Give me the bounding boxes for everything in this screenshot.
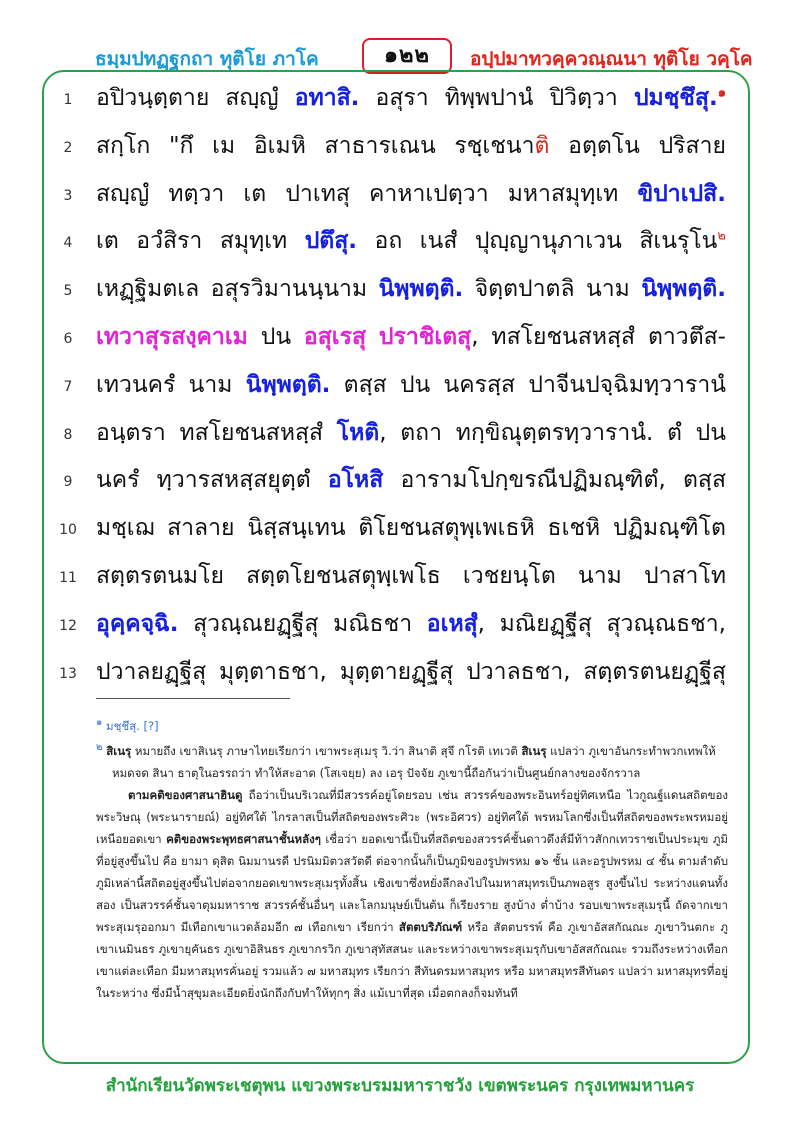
- line-text: [96, 652, 726, 692]
- word: สตฺตรตนยฏฺฐีสุ: [583, 658, 726, 685]
- footnote-2-continuation: หมดจด สินา ธาตุในอรรถว่า ทำให้สะอาด (โสเจยฺย) ลง เอรุ ปัจจัย ภูเขานี้ถือกันว่าเป็นศูนย์กลางของจักรวาล: [112, 765, 641, 780]
- word: นิพฺพตฺติ.: [378, 276, 464, 303]
- word: นาม: [586, 276, 630, 303]
- line-number: 13: [59, 665, 77, 682]
- word: อสุเรสุ: [303, 324, 367, 350]
- line-number: 5: [63, 283, 73, 300]
- word: ทิพฺพปานํ: [444, 85, 534, 111]
- word: อุคฺคจฺฉิ.: [96, 610, 179, 637]
- footnote-ref[interactable]: ๑: [717, 85, 726, 101]
- line-number: 11: [59, 570, 77, 586]
- line-text: [96, 460, 726, 500]
- word: ตํ: [667, 419, 682, 446]
- footnote-2-term-2: สิเนรุ: [521, 743, 547, 758]
- word: โหติ,: [336, 419, 387, 446]
- word: ขิปาเปสิ.: [637, 180, 726, 207]
- word: ปุญฺญานุภาเวน: [474, 228, 622, 255]
- paragraph-text-2: เชื่อว่า ยอดเขานี้เป็นที่สถิตของสวรรค์ชั้นดาวดึงส์มีท้าวสักกเทวราชเป็นประมุข ภูมิที่อยู่สูงขึ้นไป คือ ยามา ดุสิต นิมมานรดี ปรนิมมิตวสวัตดี ต่อจากนั้นก็เป็นภูมิของรูปพรหม ๑๖ ชั้น และอรูปพรหม ๔ ชั้น ตามลำดับ ภูมิเหล่านี้สถิตอยู่สูงขึ้นไปต่อจากยอดเขาพระสุเมรุทั้งสิ้น เชิงเขาซึ่งหยั่งลึกลงไปในมหาสมุทรเป็นภพอสูร สูงขึ้นไป ระหว่างแดนทั้งสอง เป็นสวรรค์ชั้นจาตุมมหาราช สวรรค์ชั้นอื่นๆ และโลกมนุษย์เป็นต้น ก็เรียงราย สูงบ้าง ต่ำบ้าง รอบเขาพระสุเมรุนี้ ถัดจากเขาพระสุเมรุออกมา มีเทือกเขาแวดล้อมอีก ๗ เทือกเขา เรียกว่า: [96, 831, 728, 934]
- line-text: [96, 269, 726, 309]
- page-number: ๑๒๒: [362, 38, 452, 74]
- line-text: [96, 174, 726, 214]
- chapter-title: อปฺปมาทวคฺควณฺณนา ทุติโย วคฺโค: [470, 48, 753, 70]
- word: นิพฺพตฺติ.: [245, 371, 331, 398]
- word: จิตฺตปาตลิ: [474, 276, 575, 303]
- word: คาหาเปตฺวา: [369, 180, 489, 207]
- word: อารามโปกฺขรณีปฏิมณฺฑิตํ,: [400, 467, 666, 494]
- text-line: [0, 652, 800, 692]
- word: สตฺตโยชนสตุพฺเพโธ: [246, 563, 441, 589]
- buddhist-belief-heading: คติของพระพุทธศาสนาชั้นหลังๆ: [166, 831, 321, 846]
- word: อทาสิ.: [294, 85, 360, 111]
- word: อตฺตโน: [568, 132, 640, 159]
- word: ปวาลยฏฺฐีสุ: [96, 658, 207, 685]
- word: ปน: [260, 324, 292, 350]
- footnote-2: [96, 737, 728, 762]
- book-title: ธมฺมปทฏฺฐกถา ทุติโย ภาโค: [95, 48, 319, 70]
- footnote-2-text: หมายถึง เขาสิเนรุ ภาษาไทยเรียกว่า เขาพระสุเมรุ วิ.ว่า สินาติ สุจึ กโรติ เทเวติ: [131, 743, 522, 758]
- word: ปิวิตฺวา: [549, 85, 618, 111]
- word: สุวณฺณธชา,: [606, 610, 726, 637]
- word: นครสฺส: [443, 371, 516, 398]
- word: สิเนรุโน$^๒$: [639, 228, 726, 255]
- word: สกฺโก: [96, 132, 151, 159]
- word: สตฺตรตนมโย: [96, 563, 224, 589]
- footnote-divider: [96, 698, 290, 699]
- word: อถ: [374, 228, 403, 255]
- word: ตาวตึส-: [647, 324, 726, 350]
- word: นครํ: [96, 467, 140, 494]
- word: ตถา: [400, 419, 442, 446]
- line-number: 9: [63, 474, 73, 491]
- satta-paribhanda-term: สัตตบริภัณฑ์: [398, 919, 463, 934]
- line-text: [96, 604, 726, 644]
- word: ติโยชนสตุพฺเพเธหิ: [358, 515, 535, 542]
- word: สญฺญํ: [96, 180, 150, 207]
- word: อนฺตรา: [96, 419, 166, 446]
- word: ทสโยชนสหสฺสํ: [491, 324, 636, 350]
- text-line: [0, 269, 800, 309]
- paragraph-text-3: หรือ สัตตบรรพ์ คือ ภูเขาอัสสกัณณะ ภูเขาวินตกะ ภูเขาเนมินธร ภูเขายุคันธร ภูเขาอิสินธร ภูเขากรวิก ภูเขาสุทัสสนะ และระหว่างเขาพระสุเมรุกับเขาอัสสกัณณะ รวมถึงระหว่างเทือกเขาแต่ละเทือก มีมหาสมุทรคั่นอยู่ รวมแล้ว ๗ มหาสมุทร เรียกว่า สีทันดรมหาสมุทร หรือ มหาสมุทรสีทันดร แปลว่า มหาสมุทรที่อยู่ในระหว่าง ซึ่งมีน้ำสุขุมละเอียดยิ่งนักถึงกับทำให้ทุกๆ สิ่ง แม้เบาที่สุด เมื่อตกลงก็จมทันที: [96, 919, 729, 1000]
- footnote-1: [96, 712, 728, 737]
- word: "กึ: [168, 132, 194, 159]
- word: อสุรา: [375, 85, 429, 111]
- line-text: [96, 221, 726, 261]
- footnote-ref[interactable]: ๒: [717, 228, 726, 244]
- word: สมุทฺเท: [219, 228, 288, 255]
- line-number: 3: [63, 187, 73, 204]
- word: ทสโยชนสหสฺสํ: [179, 419, 324, 446]
- word: นาม: [188, 371, 233, 398]
- footnote-2-text-2: แปลว่า ภูเขาอันกระทำพวกเทพให้: [546, 743, 716, 758]
- word: อวํสิรา: [136, 228, 203, 255]
- page-footer: สำนักเรียนวัดพระเชตุพน แขวงพระบรมมหาราชวัง เขตพระนคร กรุงเทพมหานคร: [105, 1076, 695, 1096]
- word: สาลาย: [167, 515, 235, 542]
- word: ปวาลธชา,: [466, 658, 571, 685]
- word: ตสฺส: [682, 467, 726, 494]
- word: ปาเทสุ: [285, 180, 350, 207]
- line-number: 7: [63, 378, 73, 395]
- word: เต: [96, 228, 119, 255]
- word: เต: [243, 180, 267, 207]
- hindu-belief-heading: ตามคติของศาสนาฮินดู: [128, 787, 243, 802]
- line-number: 6: [63, 331, 73, 347]
- word: ตสฺส: [343, 371, 387, 398]
- word: ทตฺวา: [168, 180, 225, 207]
- footnote-1-text: มชฺชึสุ. [?]: [106, 718, 159, 733]
- word: อโหสิ: [327, 467, 384, 494]
- word: สญฺญํ: [225, 85, 279, 111]
- word: เทวนครํ: [96, 371, 176, 398]
- line-number: 4: [63, 235, 73, 252]
- word: ปน: [399, 371, 431, 398]
- word: ทกฺขิณุตฺตรทฺวารานํ.: [455, 419, 654, 446]
- line-number: 8: [63, 426, 73, 443]
- word: ธเชหิ: [547, 515, 601, 542]
- text-line: [0, 126, 800, 166]
- footnote-2-term: สิเนรุ: [106, 743, 132, 758]
- word: รชฺเชนาติ: [454, 132, 550, 159]
- text-line: [0, 317, 800, 357]
- word: อปิวนฺตฺตาย: [96, 85, 210, 111]
- word: เวชยนฺโต: [462, 563, 556, 589]
- word: ปาจีนปจฺฉิมทฺวารานํ: [528, 371, 726, 398]
- line-number: 2: [63, 139, 73, 156]
- word: นิสฺสนฺเทน: [247, 515, 346, 542]
- text-line: [0, 174, 800, 214]
- text-line: [0, 221, 800, 261]
- word: นาม: [578, 563, 622, 589]
- word: ปฏิมณฺฑิโต: [613, 515, 726, 542]
- text-line: [0, 508, 800, 548]
- line-text: [96, 126, 726, 166]
- text-line: [0, 460, 800, 500]
- footnotes: [96, 712, 728, 1004]
- word: มหาสมุทฺเท: [507, 180, 619, 207]
- word: นิพฺพตฺติ.: [641, 276, 726, 303]
- footnote-2-paragraph: [96, 784, 728, 1004]
- line-number: 10: [59, 522, 77, 539]
- word: ปน: [695, 419, 726, 446]
- word: สาธารเณน: [324, 132, 436, 159]
- word: ปริสาย: [658, 132, 726, 159]
- text-line: [0, 78, 800, 118]
- paragraph-text-1: ถือว่าเป็นบริเวณที่มีสวรรค์อยู่โดยรอบ เช่น สวรรค์ของพระอินทร์อยู่ทิศเหนือ ไวกูณฐ์แดนสถิตของพระวิษณุ (พระนารายณ์) อยู่ทิศใต้ ไกรลาสเป็นที่สถิตของพระศิวะ (พระอิศวร) อยู่ทิศใต้ พรหมโลกซึ่งเป็นที่สถิตของพระพรหมอยู่เหนือยอดเขา: [96, 787, 728, 846]
- word: อเหสุํ,: [426, 610, 485, 637]
- word: ปาสาโท: [644, 563, 726, 589]
- footnote-2-mark: ๒: [96, 741, 103, 753]
- word: อสุรวิมานนฺนาม: [210, 276, 368, 303]
- word: ปมชฺชึสุ.$^๑$: [633, 85, 726, 111]
- word: ปราชิเตสุ,: [378, 324, 479, 350]
- line-text: [96, 317, 726, 357]
- line-text: [96, 556, 726, 596]
- word: เหฏฺฐิมตเล: [96, 276, 200, 303]
- word: เม: [212, 132, 236, 159]
- word: มชฺเฌ: [96, 515, 155, 542]
- word: เนสํ: [419, 228, 458, 255]
- line-number: 12: [59, 617, 77, 634]
- word: ทฺวารสหสฺสยุตฺตํ: [156, 467, 311, 494]
- line-text: [96, 78, 726, 118]
- word: อิเมหิ: [253, 132, 306, 159]
- word: มณิธชา: [333, 610, 413, 637]
- text-line: [0, 556, 800, 596]
- line-text: [96, 508, 726, 548]
- line-number: 1: [63, 92, 73, 108]
- line-text: [96, 413, 726, 453]
- line-text: [96, 365, 726, 405]
- word: มุตฺตายฏฺฐีสุ: [339, 658, 454, 685]
- word: สุวณฺณยฏฺฐีสุ: [193, 610, 319, 637]
- word: มณิยฏฺฐีสุ: [499, 610, 592, 637]
- word: เทวาสุรสงฺคาเม: [96, 324, 248, 350]
- word: มุตฺตาธชา,: [219, 658, 327, 685]
- text-line: [0, 413, 800, 453]
- text-line: [0, 365, 800, 405]
- text-line: [0, 604, 800, 644]
- word: ปตึสุ.: [304, 228, 358, 255]
- footnote-1-mark: ๑: [96, 717, 103, 728]
